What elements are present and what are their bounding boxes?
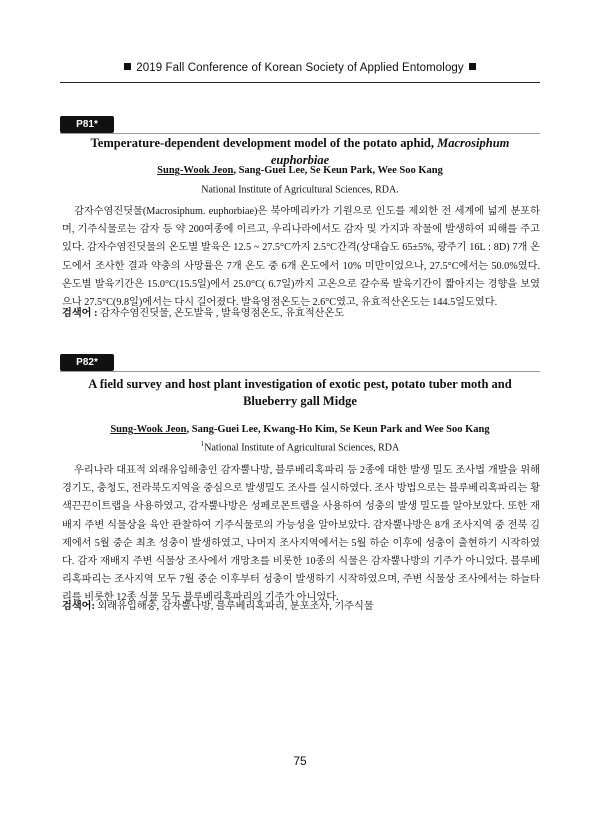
abstract-title-main: A field survey and host plant investigation of exotic pest, potato tuber moth and Blueberry gall Midge xyxy=(88,377,512,408)
square-bullet-icon xyxy=(469,63,476,70)
page-number: 75 xyxy=(293,754,307,768)
keywords-label: 검색어 : xyxy=(62,308,98,319)
abstract-divider xyxy=(60,371,540,372)
running-header xyxy=(60,62,540,74)
abstract-body: 감자수염진딧물(Macrosiphum. euphorbiae)은 북아메리카가 기원으로 인도를 제외한 전 세계에 넓게 분포하며, 기주식물로는 감자 등 약 200여종에 이르고, 우리나라에서도 감자 및 가지과 작물에 발생하여 피해를 주고 있다. 감자수염진딧물의 온도별 발육은 12.5 ~ 27.5°C까지 2.5°C간격(상대습도 65±5%, 광주기 16L : 8D) 7개 온도에서 조사한 결과 약충의 사망률은 7개 온도 중 6개 온도에서 10% 미만이었으나, 27.5°C에서는 50.0%였다. 온도별 발육기간은 15.0°C(15.5일)에서 25.0°C( 6.7일)까지 고온으로 갈수록 발육기간이 짧아지는 경향을 보였으나 27.5°C(9.8일)에서는 다시 길어졌다. 발육영점온도는 2.6°C였고, 유효적산온도는 144.5일도였다. xyxy=(62,206,540,309)
abstract-affiliation xyxy=(60,440,540,453)
header-text: 2019 Fall Conference of Korean Society of Applied Entomology xyxy=(136,62,464,74)
abstract-body: 우리나라 대표적 외래유입해충인 감자뿔나방, 블루베리혹파리 등 2종에 대한 발생 밀도 조사법 개발을 위해 경기도, 충청도, 전라북도지역을 중심으로 발생밀도 조사를 실시하였다. 조사 방법으로는 블루베리혹파리는 황색끈끈이트랩을 사용하였고, 감자뿔나방은 성페로몬트랩을 사용하여 성충의 발생 밀도를 알아보았다. 또한 재배지 주변 식물상을 육안 관찰하여 기주식물로의 가능성을 알아보았다. 감자뿔나방은 8개 조사지역 중 전북 김제에서 5월 중순 최초 성충이 발생하였고, 나머지 조사지역에서는 5월 하순 이후에 성충이 출현하기 시작하였다. 감자 재배지 주변 식물상 조사에서 개망초를 비롯한 10종의 식물은 감자뿔나방의 기주가 아니었다. 블루베리혹파리는 조사지역 모두 7월 중순 이후부터 성충이 발생하기 시작하였으며, 주변 식물상 조사에서는 하늘타리를 비롯한 12종 식물 모두 블루베리혹파리의 기주가 아니었다. xyxy=(62,465,540,604)
presenting-author: Sung-Wook Jeon xyxy=(157,165,234,176)
abstract-divider xyxy=(60,133,540,134)
abstract-id-badge: P82* xyxy=(60,354,114,371)
abstract-authors xyxy=(60,165,540,176)
abstract-title xyxy=(60,376,540,410)
affiliation-sup: 1 xyxy=(200,440,205,448)
coauthors: , Sang-Guei Lee, Kwang-Ho Kim, Se Keun Park and Wee Soo Kang xyxy=(186,424,490,435)
keywords-label: 검색어: xyxy=(62,601,95,612)
abstract-affiliation xyxy=(60,182,540,195)
affiliation-text: National Institute of Agricultural Sciences, RDA xyxy=(204,442,400,454)
abstract-id-badge: P81* xyxy=(60,116,114,133)
abstract-title xyxy=(60,135,540,169)
keywords-text: 외래유입해충, 감자뿔나방, 블루베리혹파리, 분포조사, 기주식물 xyxy=(94,601,374,612)
abstract-title-main: Temperature-dependent development model of the potato aphid, xyxy=(90,136,438,150)
coauthors: , Sang-Guei Lee, Se Keun Park, Wee Soo Kang xyxy=(233,165,443,176)
abstract-keywords xyxy=(62,304,540,319)
abstract-title-italic: Macrosiphum euphorbiae xyxy=(270,136,510,167)
keywords-text: 감자수염진딧물, 온도발육 , 발육영점온도, 유효적산온도 xyxy=(97,308,345,319)
presenting-author: Sung-Wook Jeon xyxy=(110,424,187,435)
square-bullet-icon xyxy=(124,63,131,70)
abstract-authors xyxy=(60,424,540,435)
header-rule xyxy=(60,82,540,83)
affiliation-text: National Institute of Agricultural Sciences, RDA. xyxy=(201,184,399,196)
abstract-keywords xyxy=(62,597,540,612)
